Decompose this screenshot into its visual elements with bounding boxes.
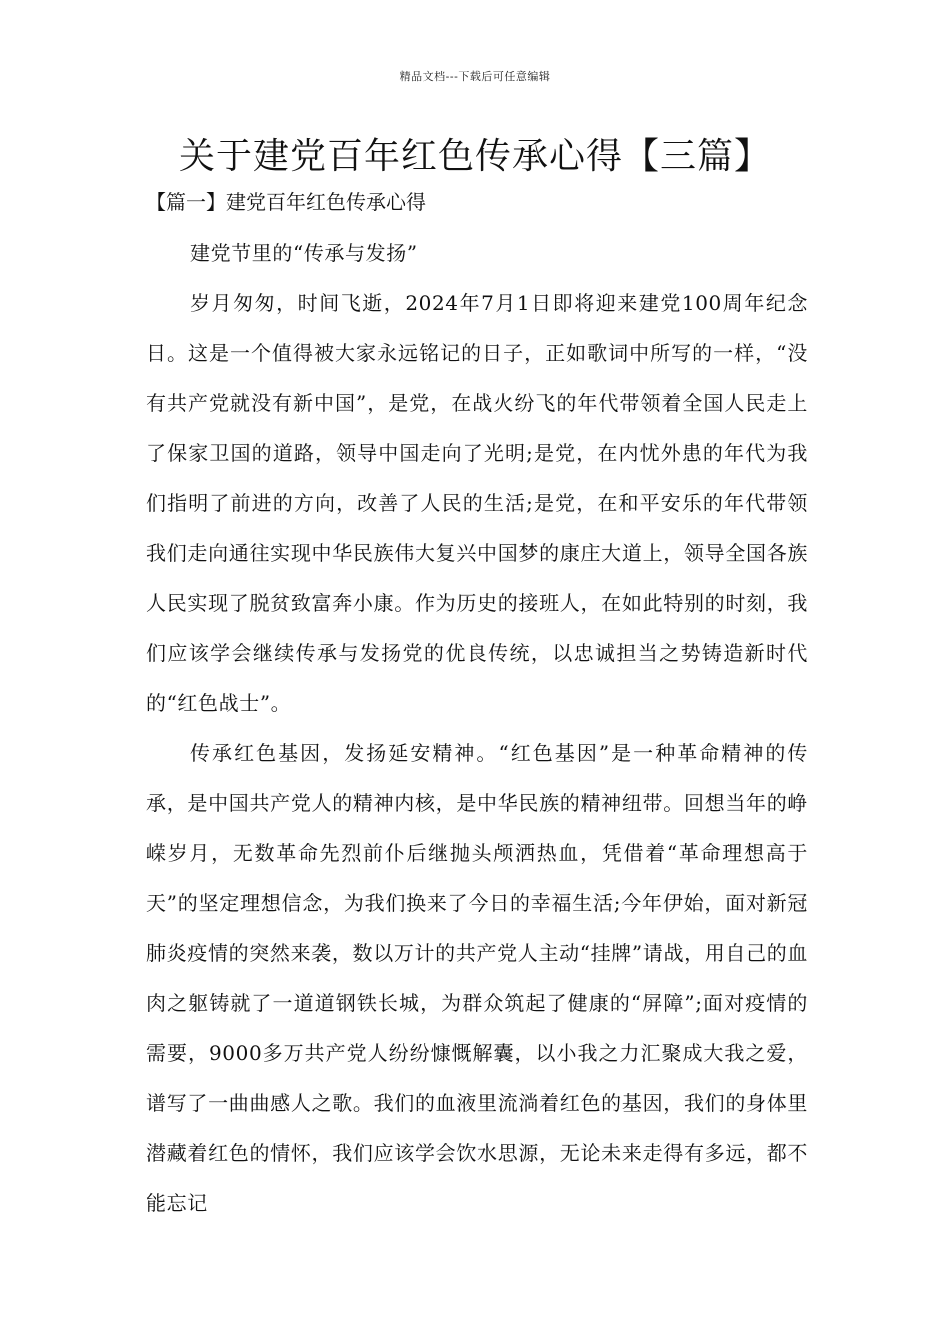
paragraph-subtitle: 建党节里的“传承与发扬” xyxy=(190,241,418,265)
paragraph: 岁月匆匆，时间飞逝，2024年7月1日即将迎来建党100周年纪念日。这是一个值得被大家永远铭记的日子，正如歌词中所写的一样，“没有共产党就没有新中国”，是党，在战火纷飞的年代带领着全国人民走上了保家卫国的道路，领导中国走向了光明;是党，在内忧外患的年代为我们指明了前进的方向，改善了人民的生活;是党，在和平安乐的年代带领我们走向通往实现中华民族伟大复兴中国梦的康庄大道上，领导全国各族人民实现了脱贫致富奔小康。作为历史的接班人，在如此特别的时刻，我们应该学会继续传承与发扬党的优良传统，以忠诚担当之势铸造新时代的“红色战士”。 xyxy=(146,291,808,715)
document-title: 关于建党百年红色传承心得【三篇】 xyxy=(178,136,771,177)
header-note: 精品文档---下载后可任意编辑 xyxy=(399,70,551,83)
body-text xyxy=(146,228,808,1228)
paragraph: 传承红色基因，发扬延安精神。“红色基因”是一种革命精神的传承，是中国共产党人的精神内核，是中华民族的精神纽带。回想当年的峥嵘岁月，无数革命先烈前仆后继抛头颅洒热血，凭借着“革命理想高于天”的坚定理想信念，为我们换来了今日的幸福生活;今年伊始，面对新冠肺炎疫情的突然来袭，数以万计的共产党人主动“挂牌”请战，用自己的血肉之躯铸就了一道道钢铁长城，为群众筑起了健康的“屏障”;面对疫情的需要，9000多万共产党人纷纷慷慨解囊，以小我之力汇聚成大我之爱，谱写了一曲曲感人之歌。我们的血液里流淌着红色的基因，我们的身体里潜藏着红色的情怀，我们应该学会饮水思源，无论未来走得有多远，都不能忘记 xyxy=(146,741,808,1215)
section-heading: 【篇一】建党百年红色传承心得 xyxy=(146,190,426,214)
